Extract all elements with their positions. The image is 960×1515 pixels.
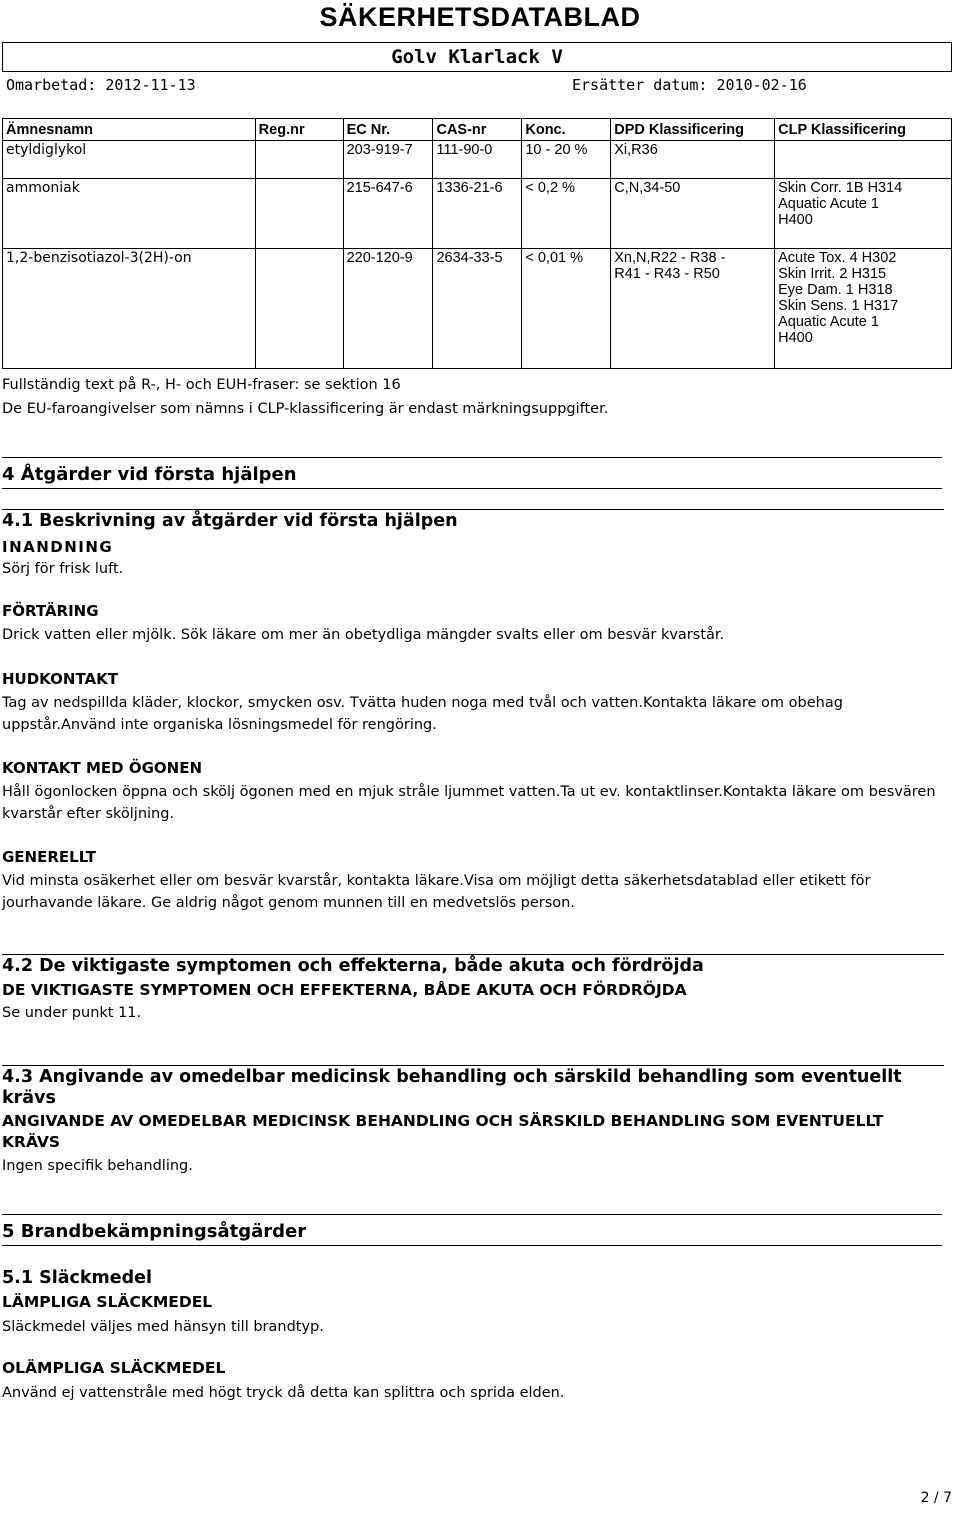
symptoms-text: Se under punkt 11.: [2, 1005, 142, 1021]
table-row: [3, 179, 952, 249]
reg-nr: [255, 179, 343, 249]
divider: [2, 457, 942, 458]
table-row: [3, 249, 952, 369]
divider: [2, 1214, 942, 1215]
col-header: Ämnesnamn: [3, 119, 256, 141]
subsection-4-2-text: 4.2 De viktigaste symptomen och effekterna, både akuta och fördröjda: [2, 956, 704, 976]
section-5-title: [2, 1221, 942, 1242]
substance-name: 1,2-benzisotiazol-3(2H)-on: [3, 249, 256, 369]
treatment-heading: ANGIVANDE AV OMEDELBAR MEDICINSK BEHANDLING OCH SÄRSKILD BEHANDLING SOM EVENTUELLT KRÄVS: [2, 1112, 884, 1151]
skin-contact-text: Tag av nedspillda kläder, klockor, smycken osv. Tvätta huden noga med tvål och vatten.Kontakta läkare om obehag uppstår.Använd inte organiska lösningsmedel för rengöring.: [2, 695, 843, 733]
col-header: CLP Klassificering: [775, 119, 952, 141]
subsection-4-3-text: 4.3 Angivande av omedelbar medicinsk behandling och särskild behandling som eventuellt krävs: [2, 1067, 902, 1108]
general-text: Vid minsta osäkerhet eller om besvär kvarstår, kontakta läkare.Visa om möjligt detta säkerhetsdatablad eller etikett för jourhavande läkare. Ge aldrig något genom munnen till en medvetslös person.: [2, 873, 871, 911]
dpd-class: Xn,N,R22 - R38 - R41 - R43 - R50: [611, 249, 775, 369]
table-row: [3, 141, 952, 179]
suitable-extinguishing-heading: LÄMPLIGA SLÄCKMEDEL: [2, 1293, 213, 1311]
subsection-4-1-text: 4.1 Beskrivning av åtgärder vid första hjälpen: [2, 511, 458, 531]
ec-nr: 215-647-6: [343, 179, 433, 249]
treatment-text: Ingen specifik behandling.: [2, 1158, 193, 1174]
concentration: 10 - 20 %: [522, 141, 611, 179]
divider: [2, 1245, 942, 1246]
subsection-4-2-title: [2, 954, 944, 976]
reg-nr: [255, 141, 343, 179]
substance-name: ammoniak: [3, 179, 256, 249]
section-4-title: [2, 464, 942, 485]
cas-nr: 111-90-0: [433, 141, 522, 179]
cas-nr: 1336-21-6: [433, 179, 522, 249]
symptoms-heading: DE VIKTIGASTE SYMPTOMEN OCH EFFEKTERNA, BÅDE AKUTA OCH FÖRDRÖJDA: [2, 981, 687, 999]
dpd-class: C,N,34-50: [611, 179, 775, 249]
section-4-title-text: 4 Åtgärder vid första hjälpen: [2, 464, 297, 485]
subsection-4-1-title: [2, 509, 944, 531]
substance-name: etyldiglykol: [3, 141, 256, 179]
suitable-extinguishing-text: Släckmedel väljes med hänsyn till brandtyp.: [2, 1319, 324, 1335]
clp-class: Skin Corr. 1B H314 Aquatic Acute 1 H400: [775, 179, 952, 249]
ingestion-heading: FÖRTÄRING: [2, 602, 99, 620]
clp-class: [775, 141, 952, 179]
divider: [2, 488, 942, 489]
unsuitable-extinguishing-heading: OLÄMPLIGA SLÄCKMEDEL: [2, 1359, 226, 1377]
subsection-5-1-text: 5.1 Släckmedel: [2, 1268, 153, 1288]
col-header: Reg.nr: [255, 119, 343, 141]
dpd-class: Xi,R36: [611, 141, 775, 179]
replaces-date: Ersätter datum: 2010-02-16: [572, 76, 807, 94]
inhalation-heading: INANDNING: [2, 538, 114, 556]
concentration: < 0,2 %: [522, 179, 611, 249]
unsuitable-extinguishing-text: Använd ej vattenstråle med högt tryck då detta kan splittra och sprida elden.: [2, 1385, 565, 1401]
skin-contact-heading: HUDKONTAKT: [2, 670, 118, 688]
reg-nr: [255, 249, 343, 369]
section-5-title-text: 5 Brandbekämpningsåtgärder: [2, 1221, 307, 1242]
eye-contact-heading: KONTAKT MED ÖGONEN: [2, 759, 203, 777]
document-title: SÄKERHETSDATABLAD: [319, 2, 641, 32]
composition-table: [2, 118, 952, 369]
clp-class: Acute Tox. 4 H302 Skin Irrit. 2 H315 Eye Dam. 1 H318 Skin Sens. 1 H317 Aquatic Acute 1 H400: [775, 249, 952, 369]
cas-nr: 2634-33-5: [433, 249, 522, 369]
general-heading: GENERELLT: [2, 848, 97, 866]
ec-nr: 203-919-7: [343, 141, 433, 179]
subsection-4-3-title: [2, 1065, 944, 1109]
table-header-row: [3, 119, 952, 141]
ec-nr: 220-120-9: [343, 249, 433, 369]
eu-hazard-note: De EU-faroangivelser som nämns i CLP-klassificering är endast märkningsuppgifter.: [2, 401, 609, 417]
col-header: DPD Klassificering: [611, 119, 775, 141]
col-header: CAS-nr: [433, 119, 522, 141]
revised-date: Omarbetad: 2012-11-13: [6, 76, 196, 94]
r-phrase-note: Fullständig text på R-, H- och EUH-fraser: se sektion 16: [2, 377, 401, 393]
product-name: Golv Klarlack V: [2, 42, 952, 72]
page-number: 2 / 7: [920, 1490, 952, 1506]
col-header: Konc.: [522, 119, 611, 141]
subsection-5-1-title: [2, 1267, 944, 1288]
col-header: EC Nr.: [343, 119, 433, 141]
concentration: < 0,01 %: [522, 249, 611, 369]
ingestion-text: Drick vatten eller mjölk. Sök läkare om mer än obetydliga mängder svalts eller om besvär kvarstår.: [2, 627, 725, 643]
inhalation-text: Sörj för frisk luft.: [2, 561, 124, 577]
eye-contact-text: Håll ögonlocken öppna och skölj ögonen med en mjuk stråle ljummet vatten.Ta ut ev. kontaktlinser.Kontakta läkare om besvären kvarstår efter sköljning.: [2, 784, 936, 822]
